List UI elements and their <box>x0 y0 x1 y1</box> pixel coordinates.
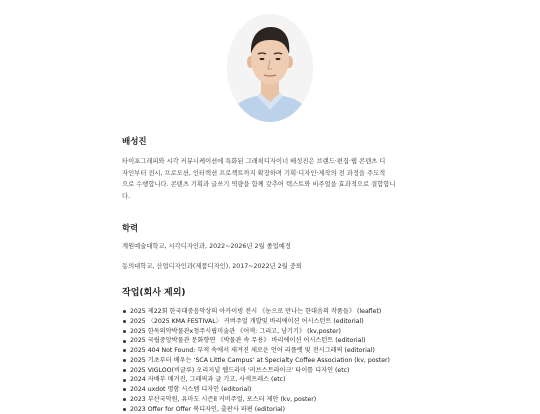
works-item-text: 2025 〈2025 KMA FESTIVAL〉 커버주얼 개발및 바리에이션 어시스턴트 (editorial) <box>130 318 364 325</box>
works-list-item <box>122 395 422 405</box>
profile-name: 배성진 <box>122 136 422 148</box>
bullet-icon <box>123 310 126 313</box>
education-item: 계원예술대학교, 시각디자인과, 2022~2026년 2월 졸업예정 <box>122 242 422 252</box>
bullet-icon <box>123 359 126 362</box>
works-item-text: 2024 자배부 매거진, 그래픽과 글 기고, 사색프레스 (etc) <box>130 376 286 383</box>
works-list-item <box>122 366 422 376</box>
bullet-icon <box>123 369 126 372</box>
works-list-item <box>122 405 422 414</box>
works-heading: 작업(회사 제외) <box>122 287 422 300</box>
works-list <box>122 307 422 414</box>
bullet-icon <box>123 320 126 323</box>
profile-content <box>122 136 422 414</box>
works-item-text: 2024 uxdot 명함 시스템 디자인 (editorial) <box>130 386 251 393</box>
works-list-item <box>122 385 422 395</box>
works-item-text: 2025 제22회 한국대중음악상의 아카이빙 전시 《눈으로 만나는 한대음의 작품들》 (leaflet) <box>130 308 381 315</box>
works-item-text: 2025 VIGLOO(비글루) 오리지널 웹드라마 '러브스트라이크' 타이틀 디자인 (etc) <box>130 367 349 374</box>
works-list-item <box>122 375 422 385</box>
bullet-icon <box>123 349 126 352</box>
works-list-item <box>122 327 422 337</box>
works-item-text: 2023 부산국악원, 유마도 시즌ll 커비주얼, 포스터 제안 (kv, poster) <box>130 396 316 403</box>
works-list-item <box>122 336 422 346</box>
works-item-text: 2023 Offer for Offer 북디자인, 출판사 파편 (editorial) <box>130 406 285 413</box>
works-list-item <box>122 317 422 327</box>
bullet-icon <box>123 388 126 391</box>
works-list-item <box>122 356 422 366</box>
bullet-icon <box>123 379 126 382</box>
bullet-icon <box>123 398 126 401</box>
works-item-text: 2025 기초부터 배우는 ‘SCA Little Campus’ at Specialty Coffee Association (kv, poster) <box>130 357 390 364</box>
works-item-text: 2025 국립중앙박물관 문화향연 《박물관 속 무용》 바리에이션 어시스턴트 (editorial) <box>130 337 366 344</box>
education-heading: 학력 <box>122 222 422 234</box>
works-list-item <box>122 346 422 356</box>
works-list-item <box>122 307 422 317</box>
education-item: 동의대학교, 산업디자인과(제품디자인), 2017~2022년 2월 중퇴 <box>122 262 422 272</box>
works-item-text: 2025 한독의약박물관x청주시립미술관 《어색: 그리고, 남기기》 (kv,poster) <box>130 328 341 335</box>
bullet-icon <box>123 330 126 333</box>
bullet-icon <box>123 408 126 411</box>
profile-photo <box>227 14 313 122</box>
bullet-icon <box>123 340 126 343</box>
works-item-text: 2025 404 Not Found: 부적 속에서 새겨진 새로운 언어 리플렛 및 전시그래픽 (editorial) <box>130 347 375 354</box>
profile-bio: 타이포그래피와 시각 커뮤니케이션에 특화된 그래픽디자이너 배성진은 브랜드·편집·웹 콘텐츠 디 자인부터 전시, 프로모션, 인터랙션 프로젝트까지 확장하며 기획·디자인·제작의 전 과정을 주도적 으로 수행합니다. 콘텐츠 기획과 글쓰기 역량을 함께 갖추어 텍스트와 비주얼을 효과적으로 결합합니 다. <box>122 156 422 202</box>
